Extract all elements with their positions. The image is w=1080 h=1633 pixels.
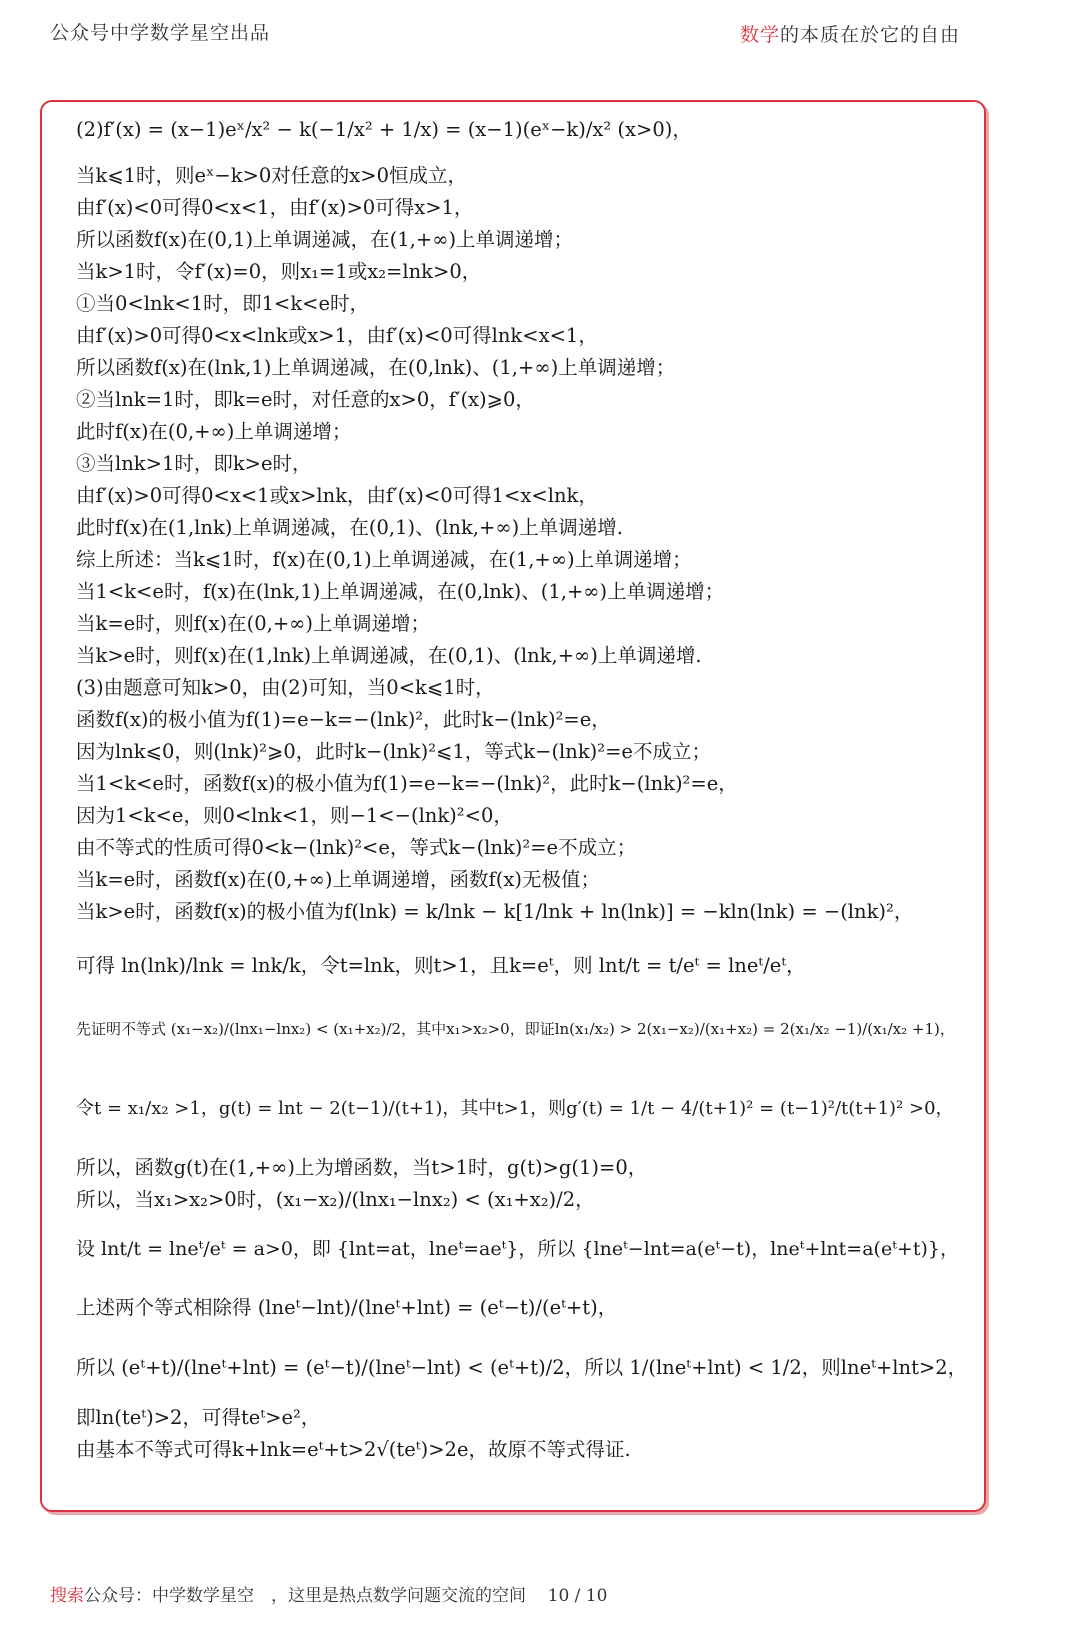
solution-line: 先证明不等式 (x₁−x₂)/(lnx₁−lnx₂) < (x₁+x₂)/2，其中x₁>x₂>0，即证ln(x₁/x₂) > 2(x₁−x₂)/(x₁+x₂) = 2(x₁/x₂ −1)/(x₁/x₂ +1)， xyxy=(76,1020,955,1038)
solution-line: 可得 ln(lnk)/lnk = lnk/k，令t=lnk，则t>1，且k=eᵗ，则 lnt/t = t/eᵗ = lneᵗ/eᵗ， xyxy=(76,954,806,977)
solution-line: 综上所述：当k⩽1时，f(x)在(0,1)上单调递减，在(1,+∞)上单调递增； xyxy=(76,548,692,571)
solution-line: ③当lnk>1时，即k>e时， xyxy=(76,452,312,475)
solution-line: 当k>e时，则f(x)在(1,lnk)上单调递减，在(0,1)、(lnk,+∞)上单调递增. xyxy=(76,644,702,667)
solution-line: 设 lnt/t = lneᵗ/eᵗ = a>0，即 {lnt=at，lneᵗ=aeᵗ}，所以 {lneᵗ−lnt=a(eᵗ−t)，lneᵗ+lnt=a(eᵗ+t)}， xyxy=(76,1238,959,1260)
solution-line: 由f′(x)>0可得0<x<lnk或x>1，由f′(x)<0可得lnk<x<1， xyxy=(76,324,598,347)
solution-line: (3)由题意可知k>0，由(2)可知，当0<k⩽1时， xyxy=(76,676,495,699)
footer-search-label: 搜索 xyxy=(50,1586,84,1606)
solution-line: 当k=e时，则f(x)在(0,+∞)上单调递增； xyxy=(76,612,431,635)
solution-line: 上述两个等式相除得 (lneᵗ−lnt)/(lneᵗ+lnt) = (eᵗ−t)/(eᵗ+t)， xyxy=(76,1296,618,1319)
solution-line: ①当0<lnk<1时，即1<k<e时， xyxy=(76,292,370,315)
header-title: 公众号中学数学星空出品 xyxy=(50,22,271,44)
solution-line: 此时f(x)在(1,lnk)上单调递减，在(0,1)、(lnk,+∞)上单调递增. xyxy=(76,516,623,539)
solution-line: 即ln(teᵗ)>2，可得teᵗ>e²， xyxy=(76,1406,321,1429)
footer-text: 公众号：中学数学星空 ，这里是热点数学问题交流的空间 xyxy=(84,1586,526,1606)
solution-line: 当k>1时，令f′(x)=0，则x₁=1或x₂=lnk>0， xyxy=(76,260,482,283)
header-motto-accent: 数学 xyxy=(739,24,780,46)
solution-line: 当k⩽1时，则eˣ−k>0对任意的x>0恒成立， xyxy=(76,164,468,187)
solution-line: ②当lnk=1时，即k=e时，对任意的x>0，f′(x)⩾0， xyxy=(76,388,535,411)
solution-line: 因为1<k<e，则0<lnk<1，则−1<−(lnk)²<0， xyxy=(76,804,513,827)
solution-box xyxy=(40,100,986,1512)
solution-line: 由f′(x)<0可得0<x<1，由f′(x)>0可得x>1， xyxy=(76,196,474,219)
solution-line: 因为lnk⩽0，则(lnk)²⩾0，此时k−(lnk)²⩽1，等式k−(lnk)²=e不成立； xyxy=(76,740,711,763)
footer xyxy=(50,1581,607,1606)
solution-line: 所以 (eᵗ+t)/(lneᵗ+lnt) = (eᵗ−t)/(lneᵗ−lnt) < (eᵗ+t)/2，所以 1/(lneᵗ+lnt) < 1/2，则lneᵗ+lnt>2， xyxy=(76,1356,968,1379)
solution-line: 当1<k<e时，f(x)在(lnk,1)上单调递减，在(0,lnk)、(1,+∞)上单调递增； xyxy=(76,580,725,603)
solution-line: 所以，函数g(t)在(1,+∞)上为增函数，当t>1时，g(t)>g(1)=0， xyxy=(76,1156,648,1179)
solution-line: 所以函数f(x)在(lnk,1)上单调递减，在(0,lnk)、(1,+∞)上单调递增； xyxy=(76,356,676,379)
header-motto xyxy=(740,20,960,47)
header-motto-rest: 的本质在於它的自由 xyxy=(779,24,960,46)
solution-line: 由基本不等式可得k+lnk=eᵗ+t>2√(teᵗ)>2e，故原不等式得证. xyxy=(76,1438,631,1461)
solution-line: 当1<k<e时，函数f(x)的极小值为f(1)=e−k=−(lnk)²，此时k−(lnk)²=e， xyxy=(76,772,738,795)
solution-line: 函数f(x)的极小值为f(1)=e−k=−(lnk)²，此时k−(lnk)²=e， xyxy=(76,708,611,731)
solution-line: 此时f(x)在(0,+∞)上单调递增； xyxy=(76,420,352,443)
solution-line: (2)f′(x) = (x−1)eˣ/x² − k(−1/x² + 1/x) = (x−1)(eˣ−k)/x² (x>0)， xyxy=(76,118,692,141)
solution-line: 所以，当x₁>x₂>0时，(x₁−x₂)/(lnx₁−lnx₂) < (x₁+x₂)/2， xyxy=(76,1188,595,1211)
solution-line: 所以函数f(x)在(0,1)上单调递减，在(1,+∞)上单调递增； xyxy=(76,228,574,251)
solution-line: 由不等式的性质可得0<k−(lnk)²<e，等式k−(lnk)²=e不成立； xyxy=(76,836,637,859)
solution-line: 由f′(x)>0可得0<x<1或x>lnk，由f′(x)<0可得1<x<lnk， xyxy=(76,484,598,507)
solution-line: 当k>e时，函数f(x)的极小值为f(lnk) = k/lnk − k[1/lnk + ln(lnk)] = −kln(lnk) = −(lnk)²， xyxy=(76,900,914,923)
page-number: 10 / 10 xyxy=(547,1586,608,1606)
solution-line: 当k=e时，函数f(x)在(0,+∞)上单调递增，函数f(x)无极值； xyxy=(76,868,600,891)
solution-line: 令t = x₁/x₂ >1，g(t) = lnt − 2(t−1)/(t+1)，其中t>1，则g′(t) = 1/t − 4/(t+1)² = (t−1)²/t(t+1)² >0， xyxy=(76,1098,954,1119)
